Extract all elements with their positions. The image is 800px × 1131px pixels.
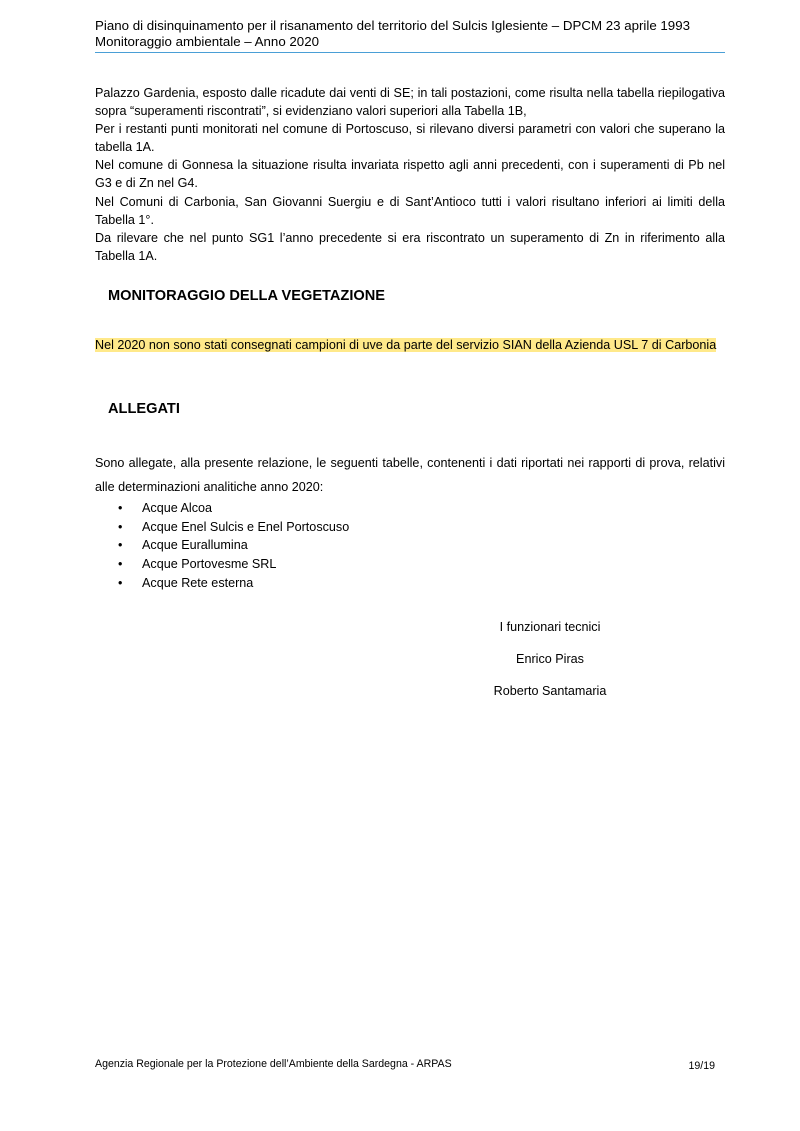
body-paragraph: Nel Comuni di Carbonia, San Giovanni Suergiu e di Sant’Antioco tutti i valori risultano inferiori ai limiti della Tabella 1°. <box>95 194 725 227</box>
list-item <box>118 536 349 555</box>
page-header <box>95 18 725 53</box>
bullet-icon: • <box>118 538 123 553</box>
list-item-label: Acque Enel Sulcis e Enel Portoscuso <box>142 519 350 534</box>
list-item-label: Acque Alcoa <box>142 501 213 515</box>
body-paragraph: Nel comune di Gonnesa la situazione risulta invariata rispetto agli anni precedenti, con i superamenti di Pb nel G3 e di Zn nel G4. <box>95 158 725 191</box>
bullet-icon: • <box>118 575 123 590</box>
signature-name: Roberto Santamaria <box>493 684 607 698</box>
body-text <box>95 84 725 265</box>
list-item <box>118 499 349 518</box>
highlighted-text: Nel 2020 non sono stati consegnati campioni di uve da parte del servizio SIAN della Azienda USL 7 di Carbonia <box>95 338 717 352</box>
header-document-title: Piano di disinquinamento per il risanamento del territorio del Sulcis Iglesiente – DPCM 23 aprile 1993 <box>95 18 690 33</box>
bullet-icon: • <box>118 501 123 515</box>
section-title-vegetation: MONITORAGGIO DELLA VEGETAZIONE <box>108 288 386 304</box>
header-subtitle: Monitoraggio ambientale – Anno 2020 <box>95 33 319 49</box>
bullet-icon: • <box>118 519 123 534</box>
list-item-label: Acque Eurallumina <box>142 538 248 553</box>
signature-block <box>455 618 645 714</box>
body-paragraph: Per i restanti punti monitorati nel comune di Portoscuso, si rilevano diversi parametri con valori che superano la tabella 1A. <box>95 122 725 155</box>
list-item <box>118 518 349 537</box>
attachments-intro-text: Sono allegate, alla presente relazione, le seguenti tabelle, contenenti i dati riportati nei rapporti di prova, relativi alle determinazioni analitiche anno 2020: <box>95 456 725 494</box>
page-number: 19/19 <box>688 1060 715 1072</box>
list-item <box>118 574 349 593</box>
bullet-icon: • <box>118 557 123 572</box>
signature-role: I funzionari tecnici <box>499 620 601 634</box>
list-item <box>118 555 349 574</box>
body-paragraph: Palazzo Gardenia, esposto dalle ricadute dai venti di SE; in tali postazioni, come risulta nella tabella riepilogativa sopra “superamenti riscontrati”, si evidenziano valori superiori alla Tabella 1B, <box>95 86 725 119</box>
list-item-label: Acque Portovesme SRL <box>142 557 277 572</box>
body-paragraph: Da rilevare che nel punto SG1 l’anno precedente si era riscontrato un superamento di Zn in riferimento alla Tabella 1A. <box>95 230 725 263</box>
footer-agency: Agenzia Regionale per la Protezione dell’Ambiente della Sardegna - ARPAS <box>95 1058 452 1070</box>
section-title-attachments: ALLEGATI <box>108 401 180 417</box>
attachments-intro <box>95 452 725 499</box>
list-item-label: Acque Rete esterna <box>142 575 254 590</box>
vegetation-note <box>95 337 725 355</box>
attachments-list <box>118 499 349 593</box>
signature-name: Enrico Piras <box>516 652 584 666</box>
